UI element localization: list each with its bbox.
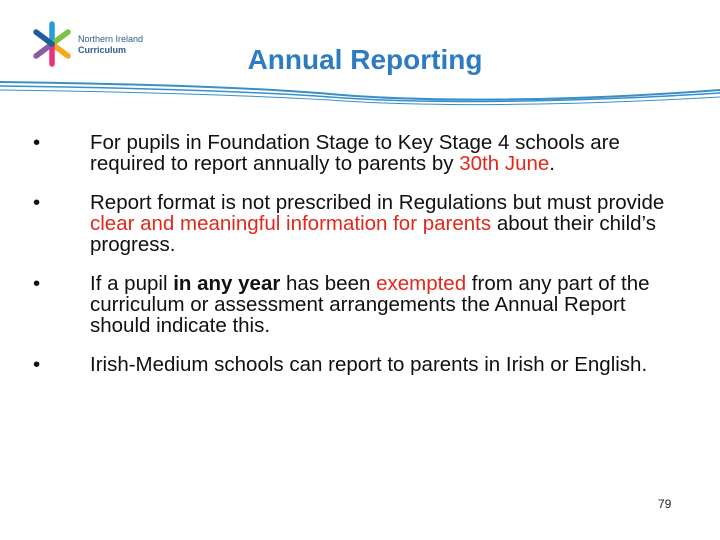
bullet-dot: •	[33, 191, 41, 214]
bullet-list	[0, 132, 720, 393]
bullet-item-report-format: • Report format is not prescribed in Regulations but must provide clear and meaningful information for parents about their child’s progress.	[33, 191, 665, 256]
bullet-dot: •	[33, 131, 41, 154]
bullet-item-exemption: • If a pupil in any year has been exempted from any part of the curriculum or assessment arrangements the Annual Report should indicate this.	[33, 272, 650, 337]
title-underline-swoosh	[0, 72, 720, 112]
bullet-dot: •	[33, 353, 41, 376]
bold-any-year: in any year	[173, 272, 281, 295]
bullet-item-reporting-deadline: • For pupils in Foundation Stage to Key Stage 4 schools are required to report annually to parents by 30th June.	[33, 131, 620, 175]
logo-line-2: Curriculum	[78, 45, 127, 55]
logo-line-1: Northern Ireland	[78, 34, 144, 44]
bullet-item-irish-medium: • Irish-Medium schools can report to parents in Irish or English.	[33, 353, 648, 376]
highlight-date: 30th June	[459, 152, 550, 175]
slide-title: Annual Reporting	[247, 44, 483, 75]
bullet-dot: •	[33, 272, 41, 295]
highlight-exempted: exempted	[376, 272, 467, 295]
highlight-information: clear and meaningful information for parents	[90, 212, 492, 235]
page-number: 79	[658, 497, 672, 511]
